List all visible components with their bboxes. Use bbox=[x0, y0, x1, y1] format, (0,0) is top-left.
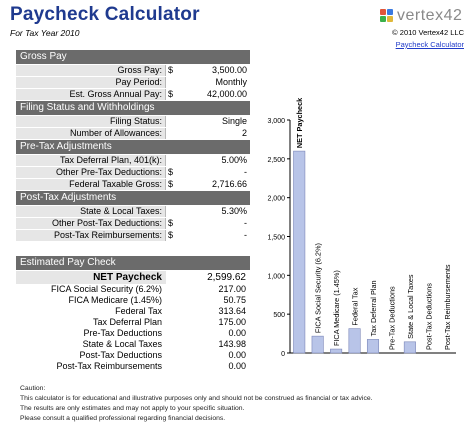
caution-line: The results are only estimates and may not apply to your specific situation. bbox=[20, 405, 245, 412]
estimate-value: 0.00 bbox=[228, 328, 246, 338]
currency-symbol: $ bbox=[168, 218, 174, 228]
estimate-row bbox=[16, 317, 250, 328]
estimate-label: Post-Tax Deductions bbox=[79, 350, 162, 360]
filing-label: Number of Allowances: bbox=[69, 128, 162, 138]
filing-row bbox=[16, 116, 250, 128]
posttax-input[interactable] bbox=[165, 230, 250, 241]
pretax-value: - bbox=[244, 167, 247, 177]
bar-category-label: Federal Tax bbox=[350, 287, 360, 326]
filing-label: Filing Status: bbox=[109, 116, 162, 126]
bar bbox=[312, 336, 323, 353]
estimate-value: 313.64 bbox=[218, 306, 246, 316]
bar bbox=[330, 349, 341, 353]
gross-pay-label: Pay Period: bbox=[115, 77, 162, 87]
paycheck-calculator-link[interactable]: Paycheck Calculator bbox=[395, 40, 464, 49]
currency-symbol: $ bbox=[168, 65, 174, 75]
estimate-row bbox=[16, 284, 250, 295]
gross-pay-row bbox=[16, 65, 250, 77]
pretax-input[interactable] bbox=[165, 155, 250, 166]
estimate-label: Post-Tax Reimbursements bbox=[56, 361, 162, 371]
estimate-value: 143.98 bbox=[218, 339, 246, 349]
y-tick-label: 1,500 bbox=[267, 234, 285, 242]
filing-input[interactable] bbox=[165, 116, 250, 127]
bar-category-label: NET Paycheck bbox=[295, 97, 305, 149]
posttax-input[interactable] bbox=[165, 218, 250, 229]
posttax-row bbox=[16, 206, 250, 218]
logo-mark-icon bbox=[380, 9, 394, 23]
pretax-row bbox=[16, 179, 250, 191]
gross-pay-value: 3,500.00 bbox=[211, 65, 247, 75]
tax-year-subtitle: For Tax Year 2010 bbox=[10, 28, 80, 38]
estimate-row bbox=[16, 350, 250, 361]
currency-symbol: $ bbox=[168, 167, 174, 177]
gross-pay-input[interactable] bbox=[165, 89, 250, 100]
gross-pay-value: Monthly bbox=[215, 77, 247, 87]
gross-pay-label: Gross Pay: bbox=[117, 65, 162, 75]
net-paycheck-row bbox=[16, 271, 250, 284]
bar-category-label: Post-Tax Reimbursements bbox=[442, 264, 452, 350]
bar-category-label: FICA Medicare (1.45%) bbox=[332, 270, 342, 347]
estimate-label: State & Local Taxes bbox=[82, 339, 162, 349]
estimate-row bbox=[16, 361, 250, 372]
gross-pay-row bbox=[16, 89, 250, 101]
bar-category-label: Pre-Tax Deductions bbox=[387, 286, 397, 350]
filing-input[interactable] bbox=[165, 128, 250, 139]
caution-line: Caution: bbox=[20, 385, 46, 392]
pretax-value: 2,716.66 bbox=[211, 179, 247, 189]
pretax-row bbox=[16, 167, 250, 179]
gross-pay-value: 42,000.00 bbox=[206, 89, 247, 99]
bar bbox=[294, 151, 305, 353]
gross-pay-input[interactable] bbox=[165, 65, 250, 76]
gross-pay-row bbox=[16, 77, 250, 89]
bar-category-label: FICA Social Security (6.2%) bbox=[313, 243, 323, 334]
posttax-label: Post-Tax Reimbursements: bbox=[53, 230, 162, 240]
pretax-label: Tax Deferral Plan, 401(k): bbox=[59, 155, 162, 165]
estimate-value: 0.00 bbox=[228, 350, 246, 360]
y-tick-label: 0 bbox=[281, 351, 285, 358]
bar bbox=[404, 342, 415, 353]
y-tick-label: 3,000 bbox=[267, 118, 285, 125]
estimate-label: Federal Tax bbox=[115, 306, 162, 316]
estimate-row bbox=[16, 328, 250, 339]
y-tick-label: 2,500 bbox=[267, 156, 285, 164]
y-tick-label: 2,000 bbox=[267, 195, 285, 203]
caution-note bbox=[20, 384, 373, 424]
currency-symbol bbox=[166, 116, 178, 127]
y-tick-label: 500 bbox=[273, 312, 285, 320]
filing-value: Single bbox=[221, 116, 247, 126]
currency-symbol: $ bbox=[168, 230, 174, 240]
logo-text: vertex42 bbox=[397, 7, 463, 24]
estimate-row bbox=[16, 339, 250, 350]
estimate-value: 50.75 bbox=[223, 295, 246, 305]
pretax-input[interactable] bbox=[165, 167, 250, 178]
posttax-value: - bbox=[244, 230, 247, 240]
pretax-row bbox=[16, 155, 250, 167]
vertex42-logo bbox=[380, 7, 462, 25]
section-gross-pay: Gross Pay bbox=[16, 50, 250, 65]
section-filing-status: Filing Status and Withholdings bbox=[16, 101, 250, 116]
estimate-value: 175.00 bbox=[218, 317, 246, 327]
posttax-input[interactable] bbox=[165, 206, 250, 217]
currency-symbol: $ bbox=[168, 179, 174, 189]
currency-symbol bbox=[166, 128, 178, 139]
section-estimated-pay-check: Estimated Pay Check bbox=[16, 256, 250, 271]
caution-line: This calculator is for educational and illustrative purposes only and should not be construed as financial or tax advice. bbox=[20, 395, 373, 402]
filing-row bbox=[16, 128, 250, 140]
estimate-label: Tax Deferral Plan bbox=[92, 317, 162, 327]
copyright-text: © 2010 Vertex42 LLC bbox=[392, 28, 464, 37]
posttax-label: State & Local Taxes: bbox=[80, 206, 162, 216]
net-paycheck-label: NET Paycheck bbox=[93, 272, 162, 283]
paycheck-bar-chart bbox=[256, 58, 466, 368]
bar-category-label: Post-Tax Deductions bbox=[424, 283, 434, 350]
estimate-label: Pre-Tax Deductions bbox=[83, 328, 162, 338]
estimate-value: 0.00 bbox=[228, 361, 246, 371]
pretax-label: Other Pre-Tax Deductions: bbox=[55, 167, 162, 177]
currency-symbol: $ bbox=[168, 89, 174, 99]
y-tick-label: 1,000 bbox=[267, 273, 285, 281]
posttax-value: - bbox=[244, 218, 247, 228]
gross-pay-input[interactable] bbox=[165, 77, 250, 88]
estimate-row bbox=[16, 295, 250, 306]
net-paycheck-value: 2,599.62 bbox=[166, 271, 250, 284]
posttax-value: 5.30% bbox=[221, 206, 247, 216]
bar-category-label: State & Local Taxes bbox=[405, 274, 415, 339]
page-title: Paycheck Calculator bbox=[10, 4, 200, 25]
filing-value: 2 bbox=[241, 128, 247, 138]
currency-symbol bbox=[166, 77, 178, 88]
bar bbox=[367, 339, 378, 353]
posttax-row bbox=[16, 230, 250, 242]
bar bbox=[349, 329, 360, 353]
caution-line: Please consult a qualified professional regarding financial decisions. bbox=[20, 415, 226, 422]
pretax-input[interactable] bbox=[165, 179, 250, 190]
pretax-label: Federal Taxable Gross: bbox=[69, 179, 162, 189]
posttax-label: Other Post-Tax Deductions: bbox=[51, 218, 162, 228]
estimate-label: FICA Medicare (1.45%) bbox=[68, 295, 162, 305]
gross-pay-label: Est. Gross Annual Pay: bbox=[69, 89, 162, 99]
bar-category-label: Tax Deferral Plan bbox=[369, 280, 378, 337]
pretax-value: 5.00% bbox=[221, 155, 247, 165]
posttax-row bbox=[16, 218, 250, 230]
section-posttax: Post-Tax Adjustments bbox=[16, 191, 250, 206]
currency-symbol bbox=[166, 206, 178, 217]
estimate-label: FICA Social Security (6.2%) bbox=[50, 284, 162, 294]
estimate-value: 217.00 bbox=[218, 284, 246, 294]
estimate-row bbox=[16, 306, 250, 317]
section-pretax: Pre-Tax Adjustments bbox=[16, 140, 250, 155]
currency-symbol bbox=[166, 155, 178, 166]
calculator-form bbox=[16, 50, 250, 372]
